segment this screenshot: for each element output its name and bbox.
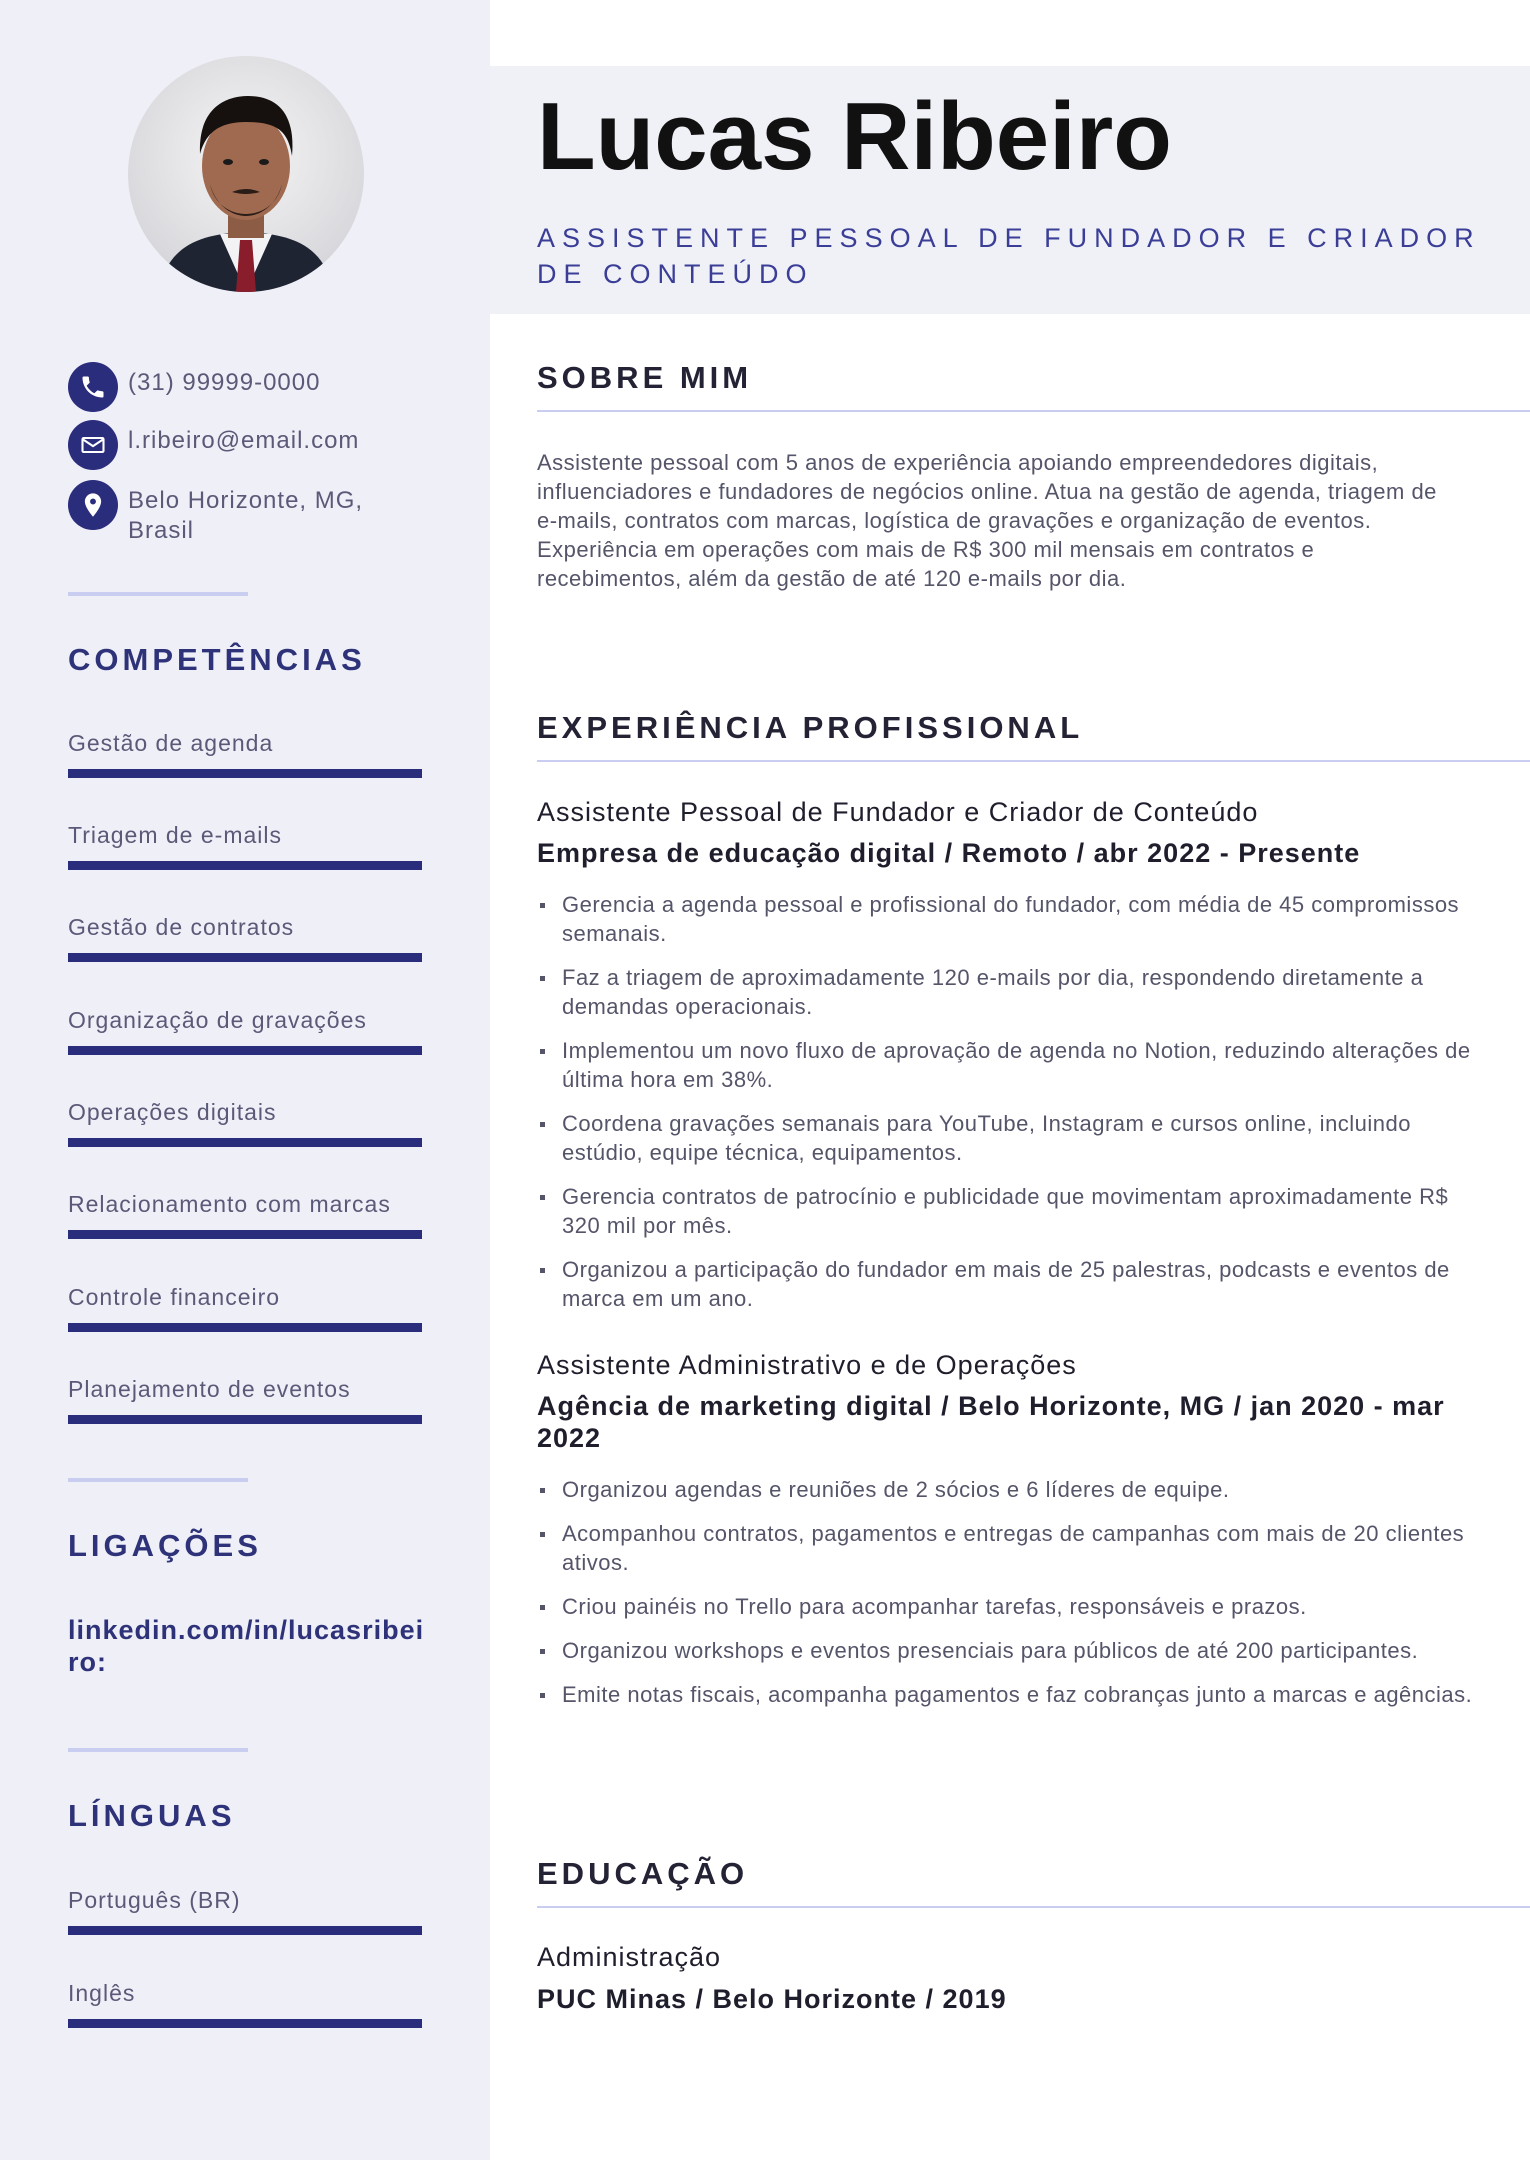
skill-label: Controle financeiro — [68, 1284, 281, 1310]
skill-bar — [68, 1230, 422, 1239]
skill-item — [68, 913, 422, 962]
education-degree: Administração — [537, 1942, 722, 1972]
language-bar — [68, 1926, 422, 1935]
sidebar — [0, 0, 490, 2160]
job-bullets — [537, 890, 1482, 1328]
job-bullet: Implementou um novo fluxo de aprovação de agenda no Notion, reduzindo alterações de última hora em 38%. — [537, 1036, 1482, 1094]
skills-heading: COMPETÊNCIAS — [68, 642, 366, 677]
language-label: Inglês — [68, 1980, 136, 2006]
skill-bar — [68, 953, 422, 962]
education-details: PUC Minas / Belo Horizonte / 2019 — [537, 1984, 1007, 2014]
sidebar-divider — [68, 1478, 248, 1482]
linkedin-link[interactable]: linkedin.com/in/lucasribeiro: — [68, 1615, 425, 1677]
language-item — [68, 1886, 422, 1935]
skill-item — [68, 729, 422, 778]
job-bullet: Criou painéis no Trello para acompanhar tarefas, responsáveis e prazos. — [537, 1592, 1482, 1621]
job-title: Assistente Administrativo e de Operações — [537, 1350, 1077, 1380]
language-label: Português (BR) — [68, 1887, 241, 1913]
about-heading: SOBRE MIM — [537, 360, 753, 395]
skill-item — [68, 1375, 422, 1424]
job-bullet: Organizou workshops e eventos presenciais para públicos de até 200 participantes. — [537, 1636, 1482, 1665]
skill-label: Gestão de agenda — [68, 730, 274, 756]
job-bullet: Gerencia a agenda pessoal e profissional do fundador, com média de 45 compromissos semanais. — [537, 890, 1482, 948]
job-subtitle: Empresa de educação digital / Remoto / abr 2022 - Presente — [537, 838, 1361, 868]
skill-bar — [68, 769, 422, 778]
mail-icon — [68, 420, 118, 470]
sidebar-divider — [68, 1748, 248, 1752]
skill-item — [68, 821, 422, 870]
skill-label: Triagem de e-mails — [68, 822, 282, 848]
job-bullet: Acompanhou contratos, pagamentos e entregas de campanhas com mais de 20 clientes ativos. — [537, 1519, 1482, 1577]
languages-heading: LÍNGUAS — [68, 1798, 236, 1833]
skill-item — [68, 1283, 422, 1332]
job-bullet: Gerencia contratos de patrocínio e publicidade que movimentam aproximadamente R$ 320 mil por mês. — [537, 1182, 1482, 1240]
skill-item — [68, 1098, 422, 1147]
job-bullet: Emite notas fiscais, acompanha pagamentos e faz cobranças junto a marcas e agências. — [537, 1680, 1482, 1709]
language-bar — [68, 2019, 422, 2028]
skill-bar — [68, 1415, 422, 1424]
skill-bar — [68, 1046, 422, 1055]
candidate-name: Lucas Ribeiro — [537, 83, 1172, 190]
language-item — [68, 1979, 422, 2028]
skill-label: Planejamento de eventos — [68, 1376, 351, 1402]
skill-item — [68, 1006, 422, 1055]
skill-bar — [68, 1323, 422, 1332]
phone-icon — [68, 362, 118, 412]
profile-photo — [128, 56, 364, 292]
section-rule — [537, 1906, 1530, 1908]
education-heading: EDUCAÇÃO — [537, 1856, 749, 1891]
skill-label: Relacionamento com marcas — [68, 1191, 391, 1217]
job-subtitle: Agência de marketing digital / Belo Horizonte, MG / jan 2020 - mar 2022 — [537, 1391, 1445, 1453]
section-rule — [537, 760, 1530, 762]
skill-item — [68, 1190, 422, 1239]
job-bullet: Faz a triagem de aproximadamente 120 e-mails por dia, respondendo diretamente a demandas operacionais. — [537, 963, 1482, 1021]
skill-label: Operações digitais — [68, 1099, 277, 1125]
skill-label: Gestão de contratos — [68, 914, 295, 940]
job-title: Assistente Pessoal de Fundador e Criador de Conteúdo — [537, 797, 1259, 827]
job-bullets — [537, 1475, 1482, 1724]
location-pin-icon — [68, 480, 118, 530]
links-heading: LIGAÇÕES — [68, 1528, 262, 1563]
job-bullet: Organizou a participação do fundador em mais de 25 palestras, podcasts e eventos de marca em um ano. — [537, 1255, 1482, 1313]
skill-bar — [68, 1138, 422, 1147]
skill-bar — [68, 861, 422, 870]
location-text: Belo Horizonte, MG, Brasil — [128, 487, 364, 544]
sidebar-divider — [68, 592, 248, 596]
skill-label: Organização de gravações — [68, 1007, 367, 1033]
section-rule — [537, 410, 1530, 412]
phone-text[interactable]: (31) 99999-0000 — [128, 369, 321, 396]
candidate-role: ASSISTENTE PESSOAL DE FUNDADOR E CRIADOR DE CONTEÚDO — [537, 223, 1481, 289]
email-text[interactable]: l.ribeiro@email.com — [128, 427, 360, 454]
job-bullet: Coordena gravações semanais para YouTube, Instagram e cursos online, incluindo estúdio, equipe técnica, equipamentos. — [537, 1109, 1482, 1167]
experience-heading: EXPERIÊNCIA PROFISSIONAL — [537, 710, 1084, 745]
job-bullet: Organizou agendas e reuniões de 2 sócios e 6 líderes de equipe. — [537, 1475, 1482, 1504]
about-text: Assistente pessoal com 5 anos de experiência apoiando empreendedores digitais, influenciadores e fundadores de negócios online. Atua na gestão de agenda, triagem de e-mails, contratos com marcas, logística de gravações e organização de eventos. Experiência em operações com mais de R$ 300 mil mensais em contratos e recebimentos, além da gestão de até 120 e-mails por dia. — [537, 450, 1437, 591]
